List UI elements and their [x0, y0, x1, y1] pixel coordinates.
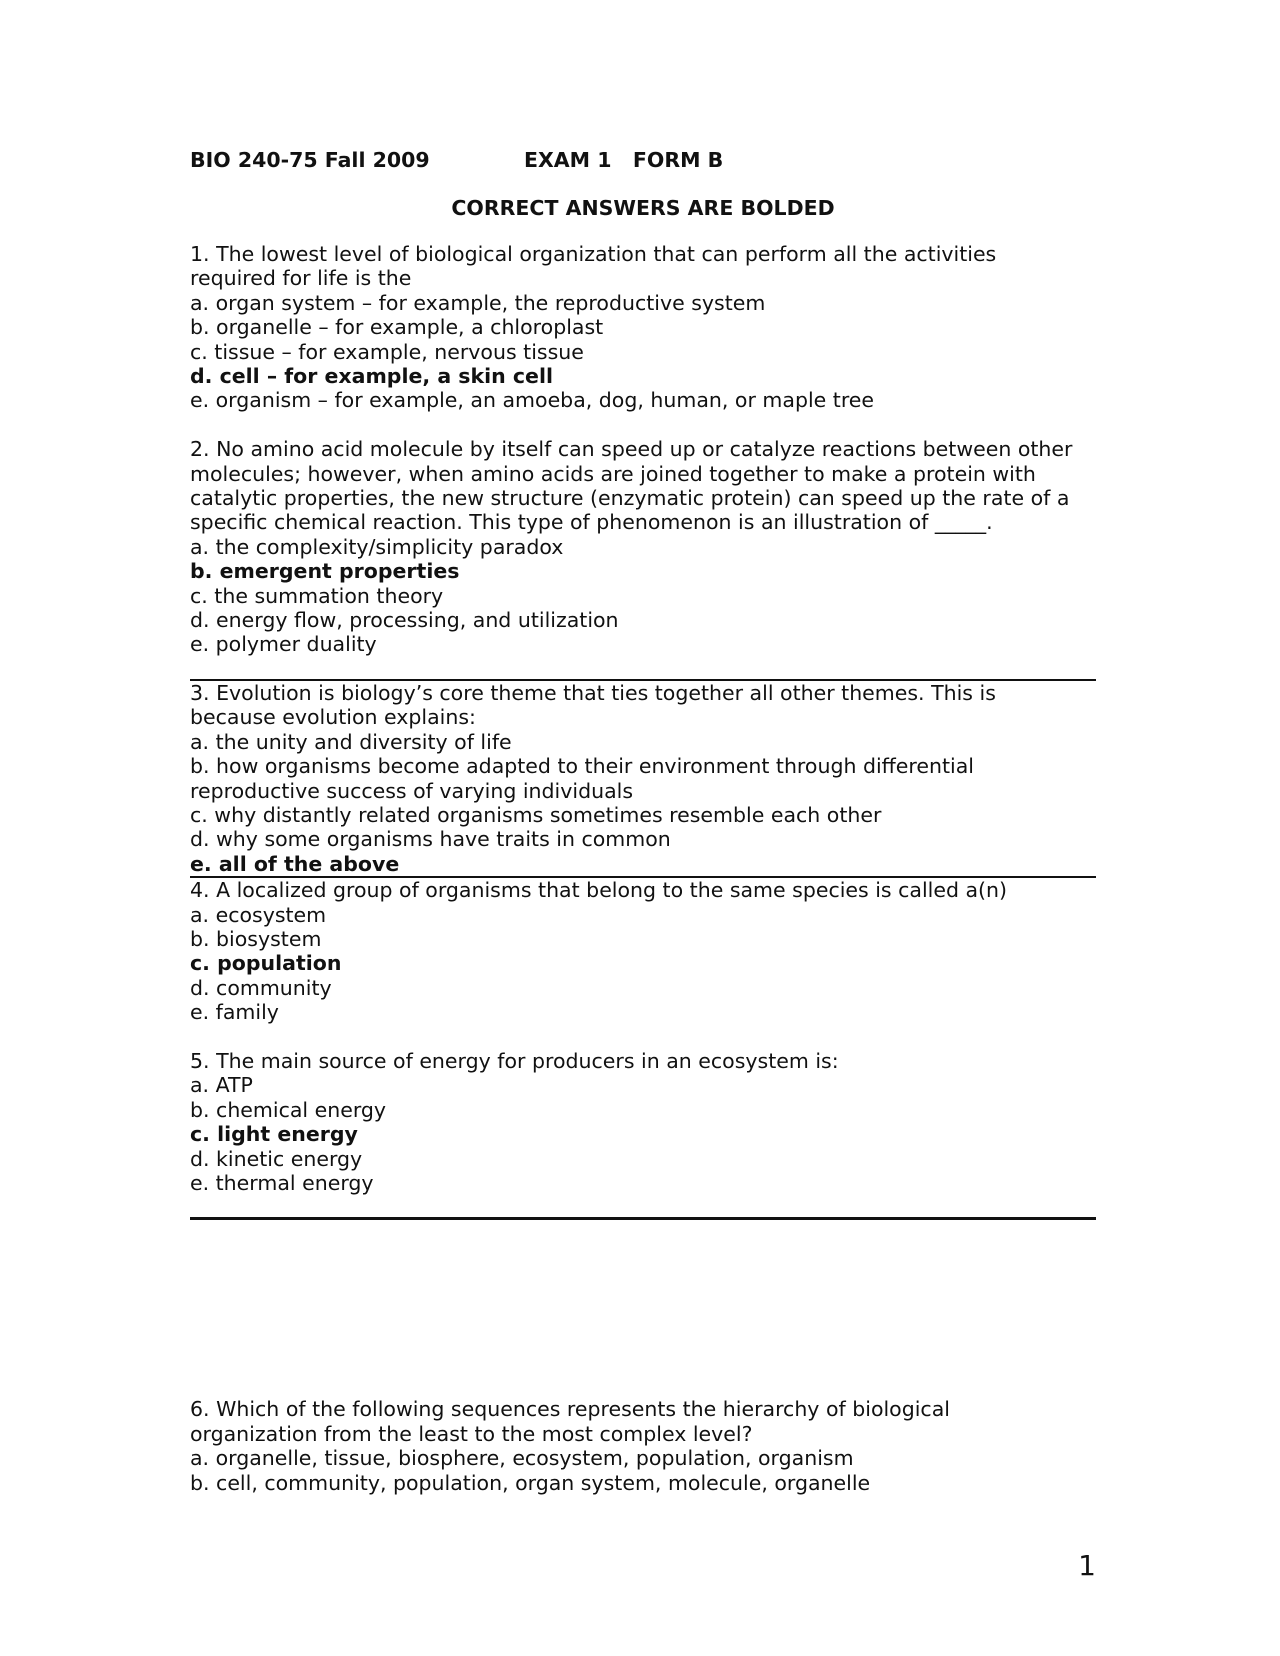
answer-option: b. cell, community, population, organ system, molecule, organelle — [190, 1470, 871, 1495]
spacer — [190, 1025, 1096, 1049]
answer-option: b. chemical energy — [190, 1097, 387, 1122]
spacer — [190, 220, 1096, 242]
answer-option: c. tissue – for example, nervous tissue — [190, 339, 584, 364]
answer-option: e. polymer duality — [190, 632, 377, 657]
exam-form: EXAM 1 FORM B — [524, 148, 724, 172]
question-3 — [190, 681, 1096, 876]
question-stem: 6. Which of the following sequences represents the hierarchy of biological — [190, 1397, 950, 1422]
correct-answer-option: b. emergent properties — [190, 559, 460, 584]
question-stem: 1. The lowest level of biological organization that can perform all the activities — [190, 242, 997, 266]
question-1 — [190, 242, 1096, 413]
spacer — [190, 657, 1096, 679]
question-stem: specific chemical reaction. This type of phenomenon is an illustration of _____. — [190, 510, 993, 535]
question-stem: 5. The main source of energy for producers in an ecosystem is: — [190, 1048, 839, 1073]
answer-option: e. thermal energy — [190, 1171, 374, 1195]
spacer — [190, 1195, 1096, 1217]
answer-option: c. the summation theory — [190, 583, 444, 608]
question-stem: catalytic properties, the new structure (enzymatic protein) can speed up the rate of a — [190, 486, 1070, 511]
answer-option: a. organelle, tissue, biosphere, ecosystem, population, organism — [190, 1446, 854, 1471]
answer-option: d. community — [190, 975, 332, 1000]
question-stem: organization from the least to the most complex level? — [190, 1421, 753, 1446]
question-stem: required for life is the — [190, 266, 412, 291]
correct-answer-option: c. light energy — [190, 1122, 358, 1147]
question-stem: because evolution explains: — [190, 705, 476, 730]
answer-option: c. why distantly related organisms sometimes resemble each other — [190, 802, 882, 827]
answer-option: b. organelle – for example, a chloroplast — [190, 315, 604, 340]
exam-header — [190, 148, 1096, 172]
question-stem: 3. Evolution is biology’s core theme that ties together all other themes. This is — [190, 680, 996, 705]
answer-option: a. organ system – for example, the reproductive system — [190, 290, 766, 315]
spacer — [190, 413, 1096, 437]
answer-option: b. biosystem — [190, 926, 322, 951]
question-4 — [190, 878, 1096, 1024]
page-number: 1 — [1078, 1549, 1096, 1582]
correct-answer-option: e. all of the above — [190, 851, 400, 876]
answers-note: CORRECT ANSWERS ARE BOLDED — [451, 196, 835, 220]
answer-option: reproductive success of varying individuals — [190, 778, 634, 803]
answer-option: d. why some organisms have traits in common — [190, 827, 671, 852]
answer-option: e. organism – for example, an amoeba, dog, human, or maple tree — [190, 388, 875, 413]
answer-option: d. energy flow, processing, and utilization — [190, 608, 619, 633]
answer-option: d. kinetic energy — [190, 1146, 363, 1171]
question-5 — [190, 1049, 1096, 1195]
question-stem: 2. No amino acid molecule by itself can speed up or catalyze reactions between other — [190, 437, 1073, 462]
answer-option: e. family — [190, 1000, 279, 1025]
course-title: BIO 240-75 Fall 2009 — [190, 148, 430, 172]
answer-option: a. ATP — [190, 1073, 253, 1098]
answer-option: a. ecosystem — [190, 902, 327, 927]
question-stem: 4. A localized group of organisms that belong to the same species is called a(n) — [190, 878, 1008, 903]
spacer — [190, 1220, 1096, 1397]
exam-content — [190, 148, 1096, 1495]
question-2 — [190, 437, 1096, 657]
correct-answer-option: d. cell – for example, a skin cell — [190, 364, 554, 389]
question-stem: molecules; however, when amino acids are joined together to make a protein with — [190, 461, 1036, 486]
answer-option: b. how organisms become adapted to their environment through differential — [190, 754, 974, 779]
answer-option: a. the unity and diversity of life — [190, 729, 512, 754]
correct-answer-option: c. population — [190, 951, 342, 976]
question-6 — [190, 1397, 1096, 1495]
answer-option: a. the complexity/simplicity paradox — [190, 534, 564, 559]
